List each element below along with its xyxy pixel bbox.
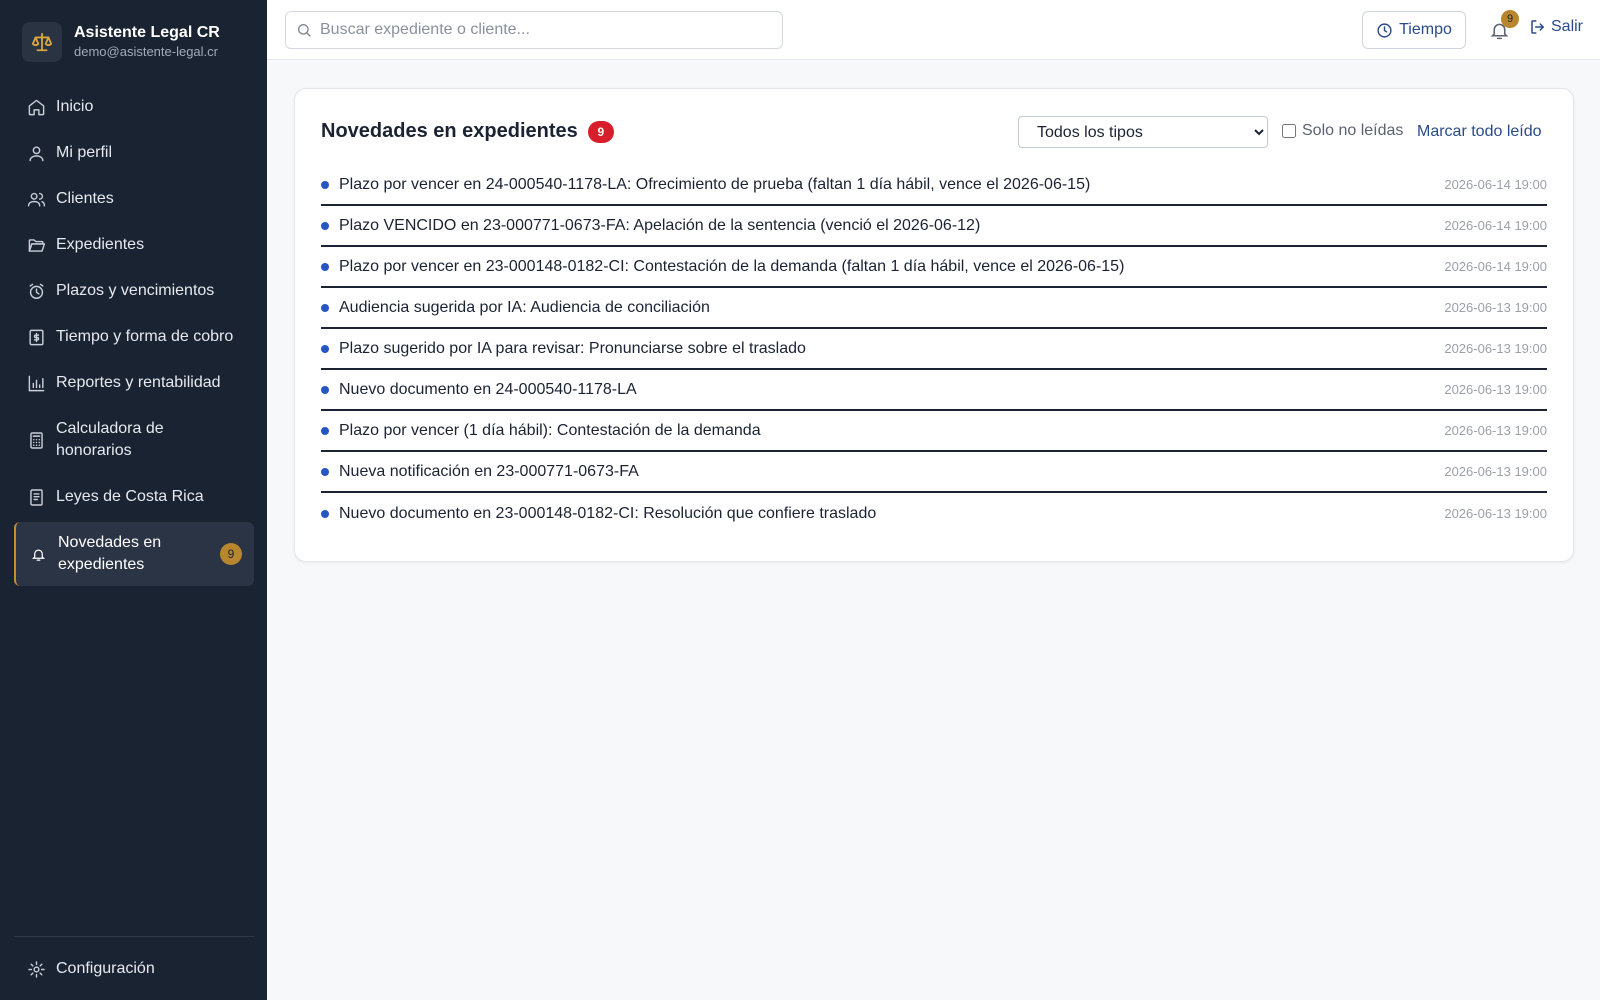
notification-text: Audiencia sugerida por IA: Audiencia de conciliación: [339, 298, 710, 316]
user-email: demo@asistente-legal.cr: [74, 44, 218, 59]
type-filter-select[interactable]: [1018, 116, 1268, 148]
sidebar-item-label: Calculadora de honorarios: [56, 420, 164, 459]
book-icon: [26, 487, 46, 507]
unread-dot-icon: [321, 510, 329, 518]
unread-dot-icon: [321, 468, 329, 476]
tiempo-label: Tiempo: [1399, 21, 1452, 38]
bell-icon: [28, 544, 48, 564]
sidebar-item-label: Leyes de Costa Rica: [56, 488, 204, 505]
notification-item[interactable]: [321, 206, 1547, 247]
notifications-count-badge: 9: [1501, 10, 1519, 28]
home-icon: [26, 97, 46, 117]
notification-time: 2026-06-13 19:00: [1444, 464, 1547, 479]
sidebar-item-label: Reportes y rentabilidad: [56, 374, 221, 391]
sidebar-nav: [14, 86, 254, 590]
sidebar-item-clientes[interactable]: [14, 178, 254, 220]
sidebar-item-label: Novedades en expedientes: [58, 534, 162, 573]
sidebar-item-novedades[interactable]: [14, 522, 254, 586]
tiempo-button[interactable]: [1362, 11, 1466, 49]
notifications-list: [321, 165, 1547, 534]
notification-text: Plazo por vencer en 24-000540-1178-LA: Ofrecimiento de prueba (faltan 1 día hábil, vence el 2026-06-15): [339, 175, 1091, 193]
unread-count-badge: 9: [588, 121, 614, 143]
notification-item[interactable]: [321, 329, 1547, 370]
user-icon: [26, 143, 46, 163]
notification-text: Plazo sugerido por IA para revisar: Pronunciarse sobre el traslado: [339, 339, 806, 357]
unread-dot-icon: [321, 345, 329, 353]
sidebar-item-leyes[interactable]: [14, 476, 254, 518]
sidebar-item-tiempo-cobro[interactable]: [14, 316, 254, 358]
notification-item[interactable]: [321, 452, 1547, 493]
novedades-count-badge: 9: [220, 543, 242, 565]
notifications-button[interactable]: [1485, 13, 1514, 44]
novedades-card: [294, 88, 1574, 562]
sidebar-item-label: Clientes: [56, 190, 114, 207]
notification-item[interactable]: [321, 165, 1547, 206]
unread-only-filter[interactable]: [1282, 122, 1403, 140]
salir-label: Salir: [1551, 18, 1584, 35]
notification-item[interactable]: [321, 493, 1547, 534]
gear-icon: [26, 959, 46, 979]
scales-icon: [22, 22, 62, 62]
notification-time: 2026-06-14 19:00: [1444, 259, 1547, 274]
notification-item[interactable]: [321, 288, 1547, 329]
unread-only-label: Solo no leídas: [1302, 122, 1404, 139]
notification-text: Nuevo documento en 24-000540-1178-LA: [339, 380, 637, 398]
unread-only-checkbox[interactable]: [1282, 124, 1296, 138]
unread-dot-icon: [321, 181, 329, 189]
sidebar-divider: [14, 936, 254, 937]
settings-label: Configuración: [56, 960, 155, 977]
unread-dot-icon: [321, 222, 329, 230]
top-bar: [267, 0, 1600, 60]
unread-dot-icon: [321, 263, 329, 271]
page-title: [321, 120, 614, 143]
sidebar: [0, 0, 267, 1000]
notification-time: 2026-06-13 19:00: [1444, 423, 1547, 438]
sidebar-item-plazos[interactable]: [14, 270, 254, 312]
sidebar-item-label: Plazos y vencimientos: [56, 282, 215, 299]
sidebar-item-label: Tiempo y forma de cobro: [56, 328, 234, 345]
notification-item[interactable]: [321, 370, 1547, 411]
logout-icon: [1529, 18, 1547, 36]
sidebar-item-mi-perfil[interactable]: [14, 132, 254, 174]
page-title-text: Novedades en expedientes: [321, 120, 578, 142]
search-icon: [296, 22, 312, 38]
unread-dot-icon: [321, 386, 329, 394]
notification-text: Plazo por vencer (1 día hábil): Contestación de la demanda: [339, 421, 761, 439]
brand: [22, 22, 220, 62]
sidebar-item-inicio[interactable]: [14, 86, 254, 128]
sidebar-item-label: Inicio: [56, 98, 94, 115]
clock-icon: [1376, 22, 1393, 39]
mark-all-read-link[interactable]: Marcar todo leído: [1417, 123, 1542, 140]
notification-item[interactable]: [321, 411, 1547, 452]
receipt-icon: [26, 327, 46, 347]
folder-open-icon: [26, 235, 46, 255]
unread-dot-icon: [321, 304, 329, 312]
notification-text: Plazo por vencer en 23-000148-0182-CI: Contestación de la demanda (faltan 1 día hábil, vence el 2026-06-15): [339, 257, 1125, 275]
sidebar-item-expedientes[interactable]: [14, 224, 254, 266]
logout-button[interactable]: [1529, 18, 1583, 36]
notification-time: 2026-06-13 19:00: [1444, 506, 1547, 521]
sidebar-item-label: Mi perfil: [56, 144, 113, 161]
search-box: [285, 11, 783, 49]
sidebar-item-label: Expedientes: [56, 236, 145, 253]
notification-time: 2026-06-13 19:00: [1444, 341, 1547, 356]
notification-text: Nuevo documento en 23-000148-0182-CI: Resolución que confiere traslado: [339, 504, 877, 522]
notification-time: 2026-06-14 19:00: [1444, 218, 1547, 233]
calculator-icon: [26, 430, 46, 450]
notification-time: 2026-06-13 19:00: [1444, 382, 1547, 397]
search-input[interactable]: [320, 21, 760, 39]
alarm-clock-icon: [26, 281, 46, 301]
bar-chart-icon: [26, 373, 46, 393]
sidebar-item-reportes[interactable]: [14, 362, 254, 404]
notification-time: 2026-06-14 19:00: [1444, 177, 1547, 192]
notification-text: Plazo VENCIDO en 23-000771-0673-FA: Apelación de la sentencia (venció el 2026-06-12): [339, 216, 981, 234]
app-title: Asistente Legal CR: [74, 24, 220, 41]
unread-dot-icon: [321, 427, 329, 435]
users-icon: [26, 189, 46, 209]
notification-item[interactable]: [321, 247, 1547, 288]
notification-text: Nueva notificación en 23-000771-0673-FA: [339, 462, 639, 480]
sidebar-item-configuracion[interactable]: [14, 948, 254, 990]
notification-time: 2026-06-13 19:00: [1444, 300, 1547, 315]
sidebar-item-calculadora[interactable]: [14, 408, 254, 472]
